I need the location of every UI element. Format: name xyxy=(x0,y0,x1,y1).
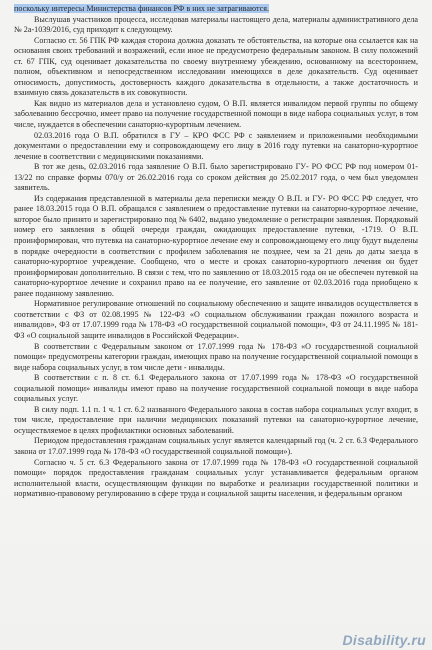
paragraph-9: В соответствии с Федеральным законом от 17.07.1999 года № 178-ФЗ «О государственной социальной помощи» предусмотрены категории граждан, имеющих право на получение государственной социальной помощи в виде набора социальных услуг, в том числе дети - инвалиды. xyxy=(14,341,418,372)
paragraph-8: Нормативное регулирование отношений по социальному обеспечению и защите инвалидов осуществляется в соответствии с ФЗ от 02.08.1995 № 122-ФЗ «О социальном обслуживании граждан пожилого возраста и инвалидов», ФЗ от 17.07.1999 года № 178-ФЗ «О государственной социальной помощи», ФЗ от 24.11.1995 № 181-ФЗ «О социальной защите инвалидов в Российской Федерации». xyxy=(14,299,418,340)
paragraph-4: Как видно из материалов дела и установлено судом, О В.П. является инвалидом первой группы по общему заболеванию бессрочно, имеет право на получение государственной помощи в виде набора социальных услуг, в том числе, нуждается в обеспечении санаторно-курортным лечением. xyxy=(14,98,418,130)
paragraph-2: Выслушав участников процесса, исследовав материалы настоящего дела, материалы административного дела № 2а-1039/2016, суд приходит к следующему. xyxy=(14,14,418,35)
paragraph-10: В соответствии с п. 8 ст. 6.1 Федерального закона от 17.07.1999 года № 178-ФЗ «О государственной социальной помощи» инвалиды имеют право на получение государственной социальной помощи в виде набора социальных услуг. xyxy=(14,373,418,404)
paragraph-13: Согласно ч. 5 ст. 6.3 Федерального закона от 17.07.1999 года № 178-ФЗ «О государственной социальной помощи» порядок предоставления гражданам социальных услуг устанавливается федеральным органом исполнительной власти, осуществляющим функции по выработке и реализации государственной политики и нормативно-правовому регулированию в сфере труда и социальной защиты населения, и федеральным органом xyxy=(14,457,418,499)
selected-text: поскольку интересы Министерства финансов РФ в них не затрагиваются. xyxy=(14,4,270,13)
paragraph-1 xyxy=(14,4,418,15)
paragraph-7: Из содержания представленной в материалы дела переписки между О В.П. и ГУ- РО ФСС РФ следует, что ранее 18.03.2015 года О В.П. обращался с заявлением о предоставление путевки на санаторно-курортное лечение, которое было принято и зарегистрировано под № 6402, выдано уведомление о регистрации заявления. Порядковый номер его заявления в общей очереди граждан, ожидающих предоставление путевки, -1719. О В.П. проинформирован, что путевка на санаторно-курортное лечение ему и сопровождающему его лицу будут выделены в порядке очередности в соответствии с профилем заболевания не позднее, чем за 21 день до даты заезда в санаторно-курортное учреждение. Сообщено, что о месте и сроках санаторно-курортного лечения он будет проинформирован дополнительно. В связи с тем, что по заявлению от 18.03.2015 года он не обеспечен путевкой на санаторно-курортное лечение и сохранил право на ее получение, его заявление от 02.03.2016 года приобщено к ранее поданному заявлению. xyxy=(14,193,418,298)
paragraph-3: Согласно ст. 56 ГПК РФ каждая сторона должна доказать те обстоятельства, на которые она ссылается как на основания своих требований и возражений, если иное не предусмотрено федеральным законом. В силу положений ст. 67 ГПК, суд оценивает доказательства по своему внутреннему убеждению, основанному на всестороннем, полном, объективном и непосредственном исследовании имеющихся в деле доказательств. Суд оценивает относимость, допустимость, достоверность каждого доказательства в отдельности, а также достаточность и взаимную связь доказательств в их совокупности. xyxy=(14,35,418,98)
site-watermark: Disability.ru xyxy=(342,632,426,648)
paragraph-12: Периодом предоставления гражданам социальных услуг является календарный год (ч. 2 ст. 6.3 Федерального закона от 17.07.1999 года № 178-ФЗ «О государственной социальной помощи»). xyxy=(14,436,418,456)
paragraph-6: В тот же день, 02.03.2016 года заявление О В.П. было зарегистрировано ГУ- РО ФСС РФ под номером 01-13/22 по справке формы 070/у от 26.02.2016 года со сроком действия до 25.02.2017 года, о чем был уведомлен заявитель. xyxy=(14,162,418,193)
paragraph-11: В силу подп. 1.1 п. 1 ч. 1 ст. 6.2 названного Федерального закона в состав набора социальных услуг входит, в том числе, предоставление при наличии медицинских показаний путевки на санаторно-курортное лечение, осуществляемое в целях профилактики основных заболеваний. xyxy=(14,404,418,435)
paragraph-5: 02.03.2016 года О В.П. обратился в ГУ – КРО ФСС РФ с заявлением и приложенными необходимыми документами о предоставлении ему и сопровождающему его лицу в 2016 году путевки на санаторно-курортное лечение в соответствии с медицинскими показаниями. xyxy=(14,130,418,161)
